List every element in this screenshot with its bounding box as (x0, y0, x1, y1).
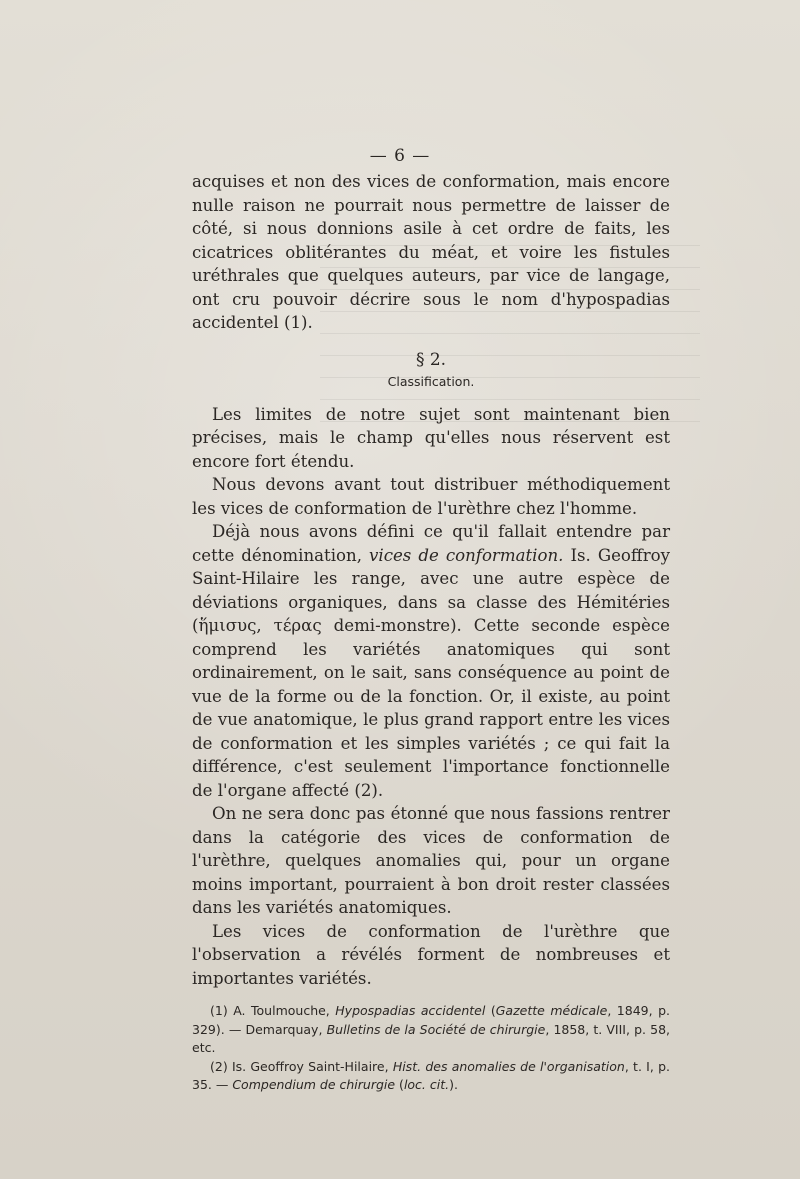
footnotes (192, 1002, 670, 1095)
paragraph-definition-text-2: Is. Geoffroy Saint-Hilaire les range, avec une autre espèce de déviations organiques, dans sa classe des Hémitéries (ἥμισυς, τέρας demi-monstre). Cette seconde espèce comprend les variétés anatomiques qui sont ordinairement, on le sait, sans conséquence au point de vue de la forme ou de la fonction. Or, il existe, au point de vue anatomique, le plus grand rapport entre les vices de conformation et les simples variétés ; ce qui fait la différence, c'est seulement l'importance fonctionnelle de l'organe affecté (2). (192, 545, 670, 800)
footnote-1-italic-a: Hypospadias accidentel (335, 1003, 486, 1018)
paragraph-continued: acquises et non des vices de conformation, mais encore nulle raison ne pourrait nous permettre de laisser de côté, si nous donnions asile à cet ordre de faits, les cicatrices oblitérantes du méat, et voire les fistules uréthrales que quelques auteurs, par vice de langage, ont cru pouvoir décrire sous le nom d'hypospadias accidentel (1). (192, 172, 670, 332)
footnote-1-italic-b: Gazette médicale (495, 1003, 608, 1018)
footnote-1 (192, 1002, 670, 1058)
paragraph-categories: On ne sera donc pas étonné que nous fassions rentrer dans la catégorie des vices de conformation de l'urèthre, quelques anomalies qui, pour un organe moins important, pourraient à bon droit rester classées dans les variétés anatomiques. (192, 804, 670, 917)
footnote-2-italic-a: Hist. des anomalies de l'organisation (392, 1058, 625, 1074)
paragraph-limits: Les limites de notre sujet sont maintenant bien précises, mais le champ qu'elles nous réservent est encore fort étendu. (192, 404, 670, 471)
section-title: Classification. (387, 373, 475, 389)
footnote-1-italic-c: Bulletins de la Société de chirurgie (326, 1021, 546, 1037)
footnote-2-text-b: , t. I, p. 35. — (192, 1058, 670, 1092)
footnote-2-italic-b: Compendium de chirurgie (232, 1077, 396, 1092)
footnote-2-text-d: ). (449, 1077, 458, 1092)
paragraph-distribute: Nous devons avant tout distribuer méthodiquement les vices de conformation de l'urèthre chez l'homme. (192, 475, 670, 518)
footnote-1-text-b: ( (485, 1003, 496, 1018)
footnote-2-italic-c: loc. cit. (403, 1077, 450, 1092)
footnote-2 (192, 1058, 670, 1095)
footnote-2-text-a: (2) Is. Geoffroy Saint-Hilaire, (210, 1058, 393, 1074)
paragraph-varieties: Les vices de conformation de l'urèthre que l'observation a révélés forment de nombreuses et importantes variétés. (192, 921, 670, 988)
page-number: — 6 — (369, 146, 431, 166)
section-number: § 2. (415, 349, 447, 370)
page-body (192, 170, 670, 1095)
footnote-1-text-a: (1) A. Toulmouche, (210, 1003, 336, 1018)
footnote-1-text-d: , 1858, t. VIII, p. 58, etc. (192, 1021, 671, 1055)
footnote-2-text-c: ( (395, 1077, 404, 1092)
paragraph-definition-italic: vices de conformation. (369, 545, 564, 565)
footnote-1-text-c: , 1849, p. 329). — Demarquay, (192, 1003, 670, 1037)
paragraph-definition-text-1: Déjà nous avons défini ce qu'il fallait entendre par cette dénomination, (192, 522, 670, 565)
paragraph-definition (192, 520, 670, 802)
